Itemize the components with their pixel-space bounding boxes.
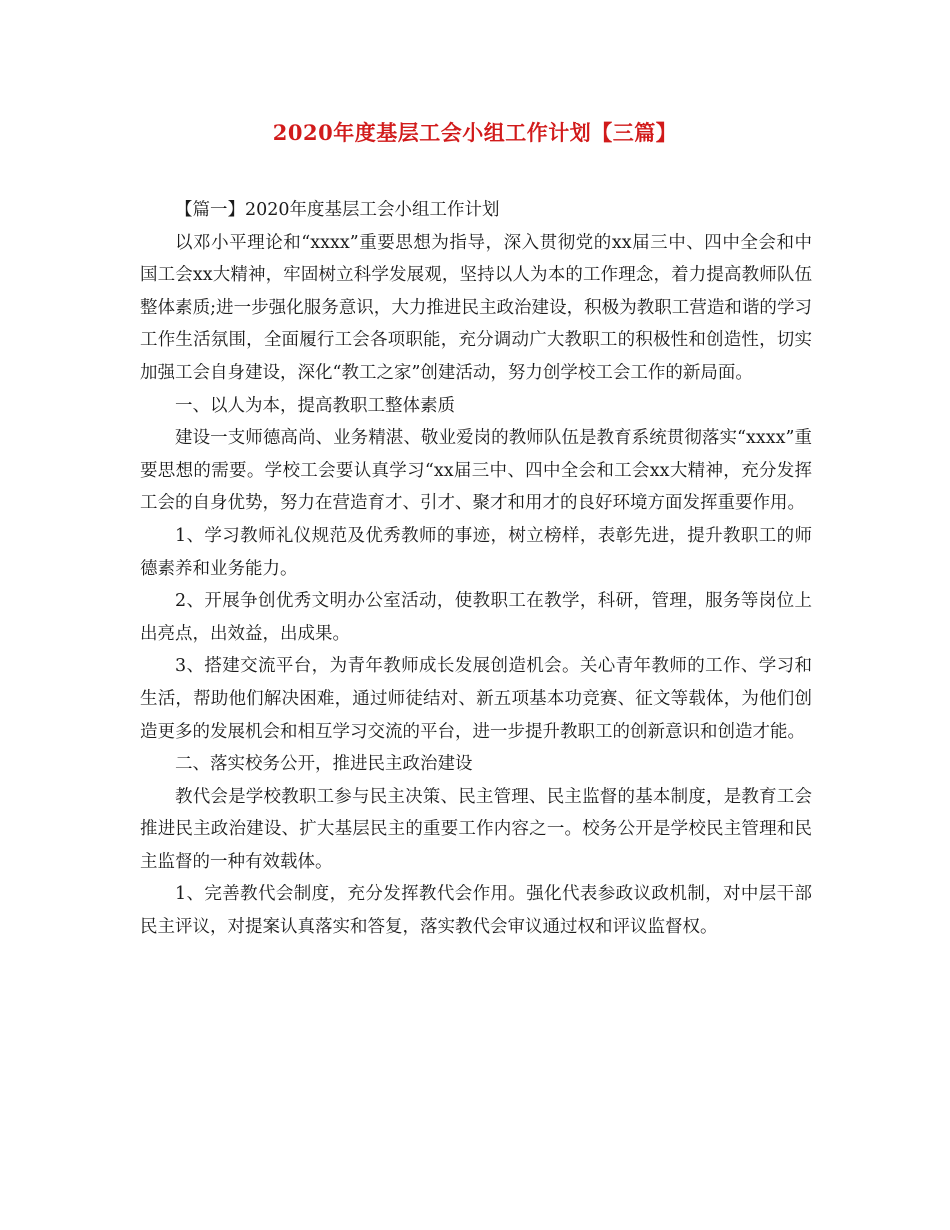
- list-item-1-congress-system: 1、完善教代会制度，充分发挥教代会作用。强化代表参政议政机制，对中层干部民主评议，对提案认真落实和答复，落实教代会审议通过权和评议监督权。: [140, 884, 812, 938]
- section-heading-two: 二、落实校务公开，推进民主政治建设: [175, 754, 473, 775]
- paragraph-teacher-team: 建设一支师德高尚、业务精湛、敬业爱岗的教师队伍是教育系统贯彻落实“xxxx”重要思想的需要。学校工会要认真学习“xx届三中、四中全会和工会xx大精神，充分发挥工会的自身优势，努力在营造育才、引才、聚才和用才的良好环境方面发挥重要作用。: [140, 428, 812, 514]
- paragraph-guiding-ideology: 以邓小平理论和“xxxx”重要思想为指导，深入贯彻党的xx届三中、四中全会和中国工会xx大精神，牢固树立科学发展观，坚持以人为本的工作理念，着力提高教师队伍整体素质;进一步强化服务意识，大力推进民主政治建设，积极为教职工营造和谐的学习工作生活氛围，全面履行工会各项职能，充分调动广大教职工的积极性和创造性，切实加强工会自身建设，深化“教工之家”创建活动，努力创学校工会工作的新局面。: [140, 232, 812, 383]
- list-item-2-office: 2、开展争创优秀文明办公室活动，使教职工在教学，科研，管理，服务等岗位上出亮点，出效益，出成果。: [140, 591, 812, 644]
- document-body: [140, 194, 812, 944]
- section-heading-part-one: 【篇一】2020年度基层工会小组工作计划: [175, 200, 500, 220]
- section-heading-one: 一、以人为本，提高教职工整体素质: [175, 395, 455, 416]
- document-title: 2020年度基层工会小组工作计划【三篇】: [272, 120, 678, 145]
- list-item-3-platform: 3、搭建交流平台，为青年教师成长发展创造机会。关心青年教师的工作、学习和生活，帮助他们解决困难，通过师徒结对、新五项基本功竞赛、征文等载体，为他们创造更多的发展机会和相互学习交流的平台，进一步提升教职工的创新意识和创造才能。: [140, 656, 812, 742]
- paragraph-congress: 教代会是学校教职工参与民主决策、民主管理、民主监督的基本制度，是教育工会推进民主政治建设、扩大基层民主的重要工作内容之一。校务公开是学校民主管理和民主监督的一种有效载体。: [140, 786, 812, 872]
- list-item-1-etiquette: 1、学习教师礼仪规范及优秀教师的事迹，树立榜样，表彰先进，提升教职工的师德素养和业务能力。: [140, 525, 812, 579]
